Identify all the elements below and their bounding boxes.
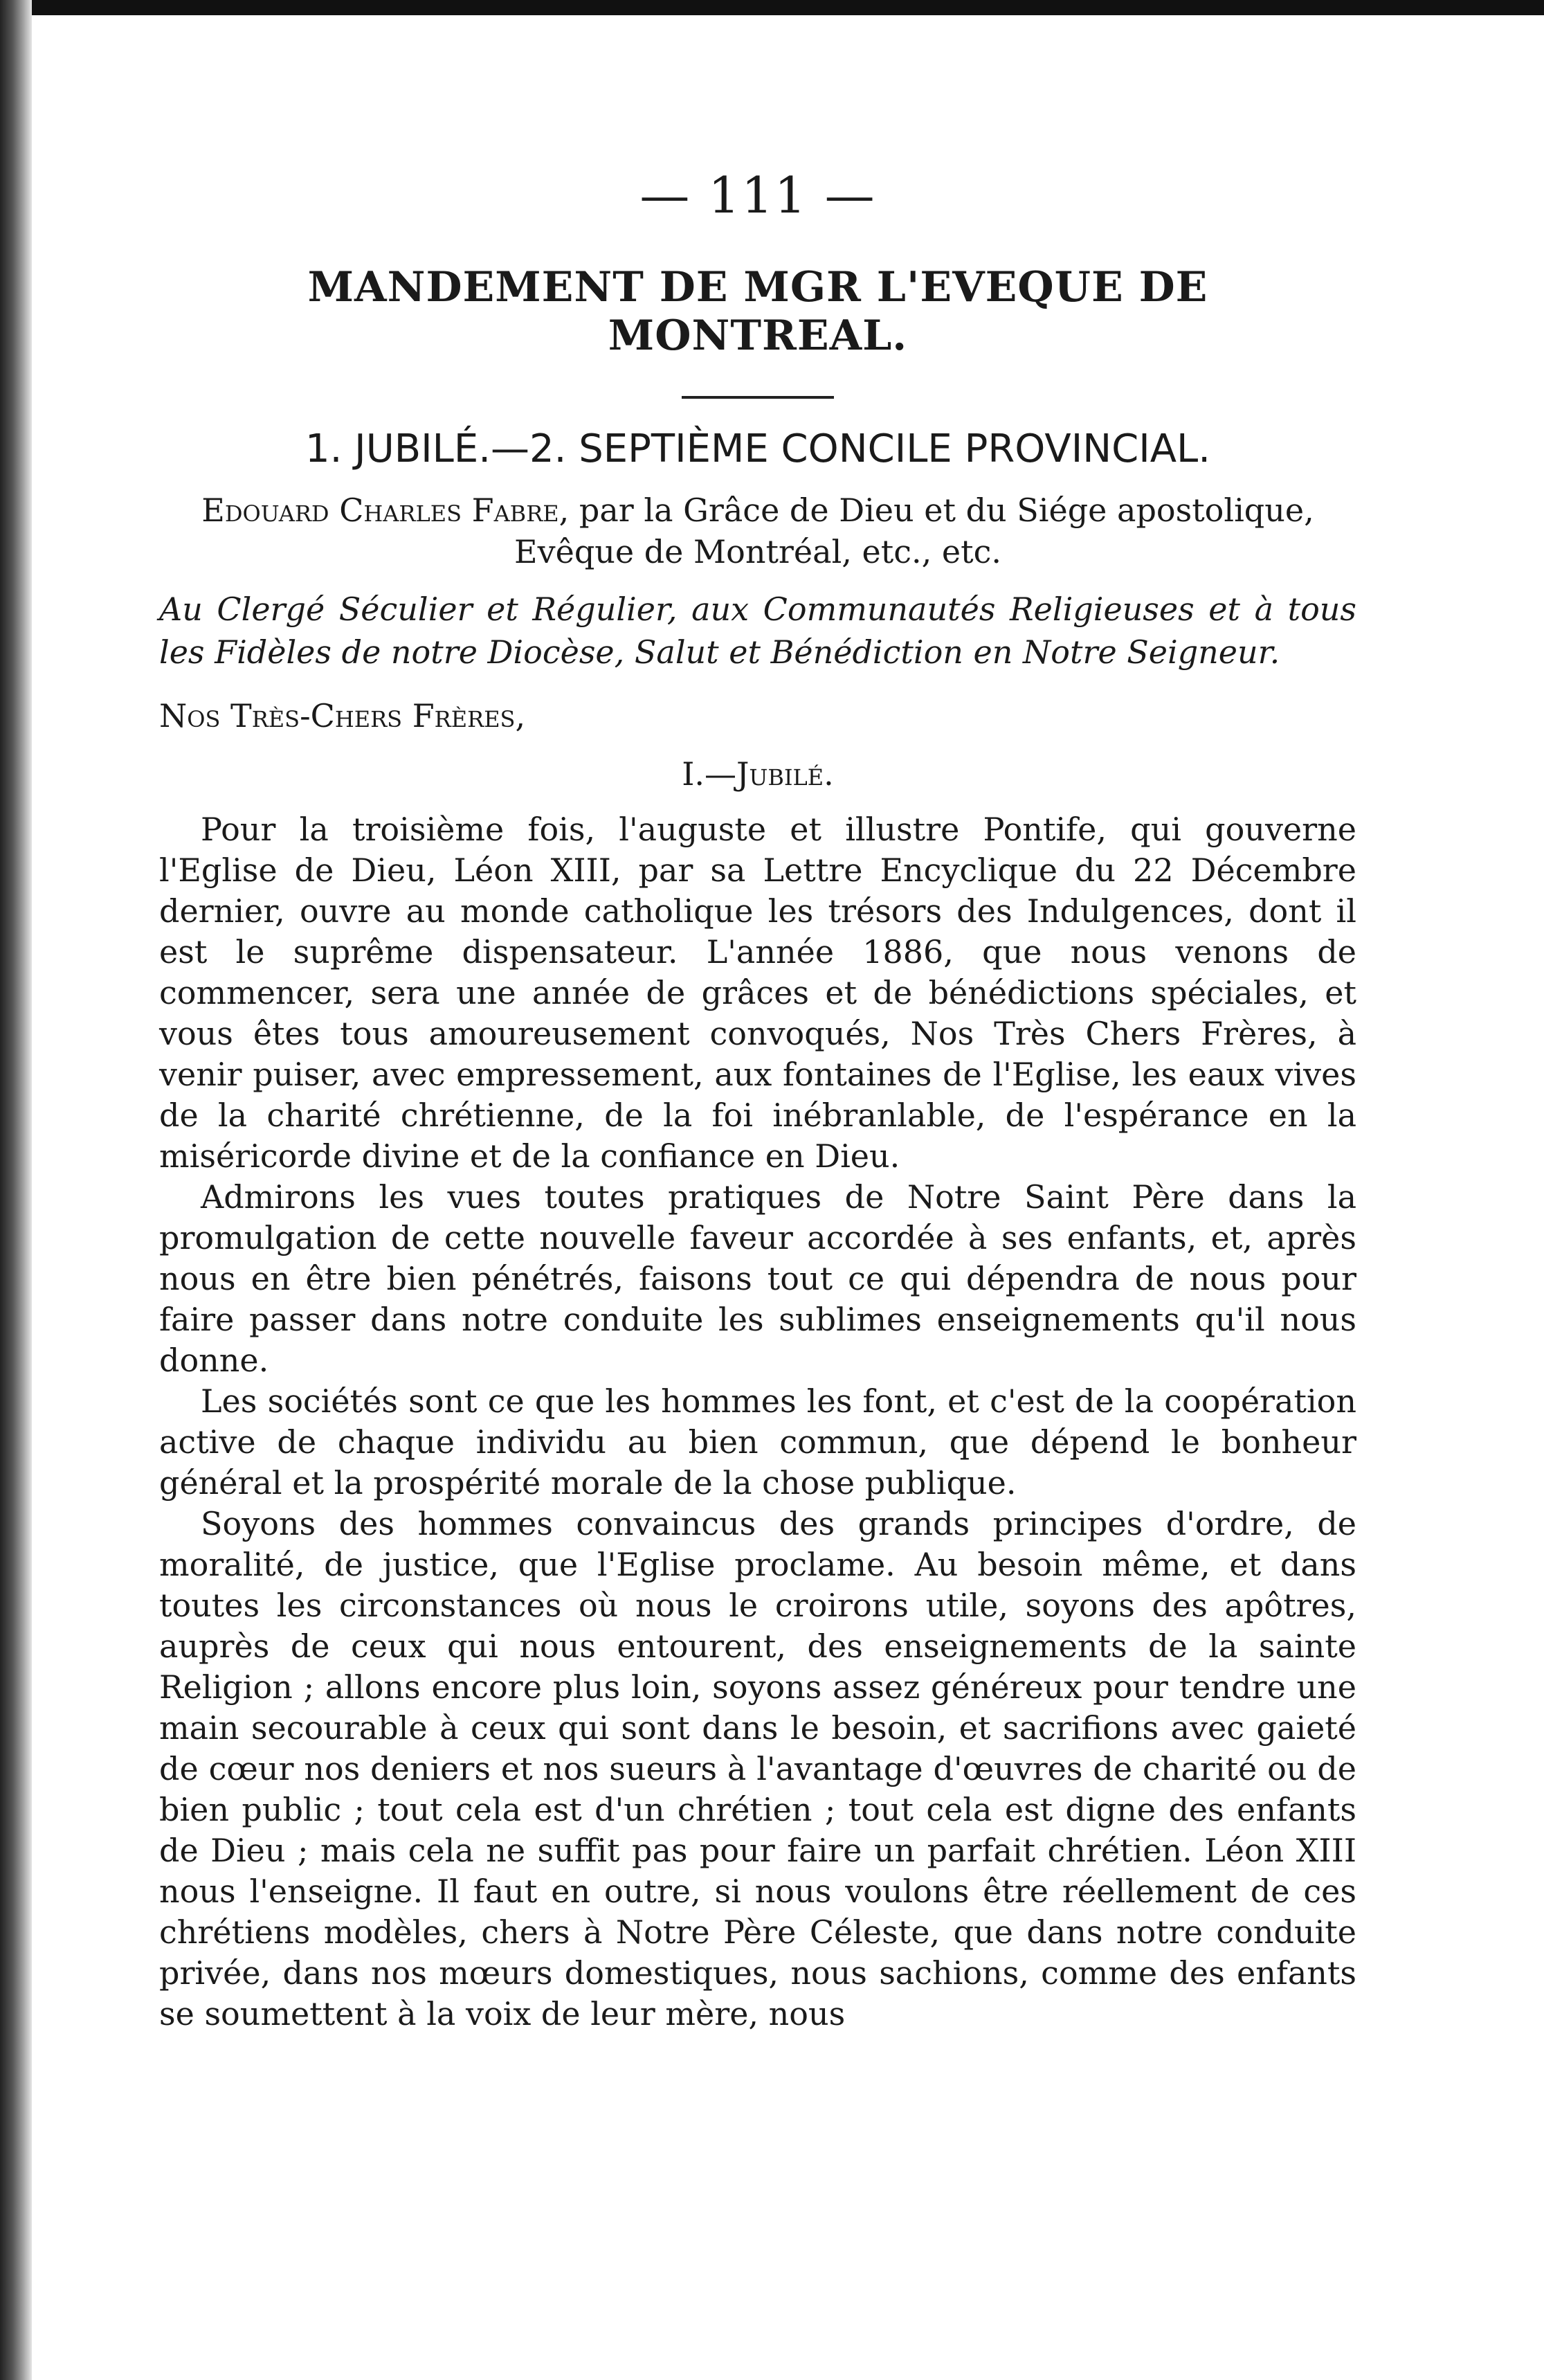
scan-top-border bbox=[0, 0, 1544, 15]
page-number: — 111 — bbox=[639, 166, 876, 224]
document-title: MANDEMENT DE MGR L'EVEQUE DE MONTREAL. bbox=[307, 263, 1208, 360]
scan-left-edge bbox=[0, 0, 32, 2380]
salutation: Nos Très-Chers Frères, bbox=[159, 697, 526, 734]
issuer-name: Edouard Charles Fabre bbox=[201, 492, 559, 529]
document-page bbox=[159, 166, 1356, 2035]
body-paragraph-2: Admirons les vues toutes pratiques de Notre Saint Père dans la promulgation de cette nouvelle faveur accordée à ses enfants, et, après nous en être bien pénétrés, faisons tout ce qui dépendra de nous pour faire passer dans notre conduite les sublimes enseignements qu'il nous donne. bbox=[159, 1178, 1356, 1379]
issuer-line bbox=[159, 489, 1356, 573]
document-subheading: 1. JUBILÉ.—2. SEPTIÈME CONCILE PROVINCIAL. bbox=[305, 426, 1211, 471]
body-paragraph-3: Les sociétés sont ce que les hommes les font, et c'est de la coopération active de chaque individu au bien commun, que dépend le bonheur général et la prospérité morale de la chose publique. bbox=[159, 1382, 1356, 1502]
body-paragraph-4: Soyons des hommes convaincus des grands principes d'ordre, de moralité, de justice, que l'Eglise proclame. Au besoin même, et dans toutes les circonstances où nous le croirons utile, soyons des apôtres, auprès de ceux qui nous entourent, des enseignements de la sainte Religion ; allons encore plus loin, soyons assez généreux pour tendre une main secourable à ceux qui sont dans le besoin, et sacrifions avec gaieté de cœur nos deniers et nos sueurs à l'avantage d'œuvres de charité ou de bien public ; tout cela est d'un chrétien ; tout cela est digne des enfants de Dieu ; mais cela ne suffit pas pour faire un parfait chrétien. Léon XIII nous l'enseigne. Il faut en outre, si nous voulons être réellement de ces chrétiens modèles, chers à Notre Père Céleste, que dans notre conduite privée, dans nos mœurs domestiques, nous sachions, comme des enfants se soumettent à la voix de leur mère, nous bbox=[159, 1505, 1356, 2032]
issuer-title: , par la Grâce de Dieu et du Siége apostolique, Evêque de Montréal, etc., etc. bbox=[514, 492, 1314, 570]
section-heading: I.—Jubilé. bbox=[682, 755, 834, 793]
body-paragraph-1: Pour la troisième fois, l'auguste et illustre Pontife, qui gouverne l'Eglise de Dieu, Léon XIII, par sa Lettre Encyclique du 22 Décembre dernier, ouvre au monde catholique les trésors des Indulgences, dont il est le suprême dispensateur. L'année 1886, que nous venons de commencer, sera une année de grâces et de bénédictions spéciales, et vous êtes tous amoureusement convoqués, Nos Très Chers Frères, à venir puiser, avec empressement, aux fontaines de l'Eglise, les eaux vives de la charité chrétienne, de la foi inébranlable, de l'espérance en la miséricorde divine et de la confiance en Dieu. bbox=[159, 811, 1356, 1175]
title-divider bbox=[682, 396, 834, 399]
address-line: Au Clergé Séculier et Régulier, aux Communautés Religieuses et à tous les Fidèles de notre Diocèse, Salut et Bénédiction en Notre Seigneur. bbox=[159, 591, 1356, 671]
